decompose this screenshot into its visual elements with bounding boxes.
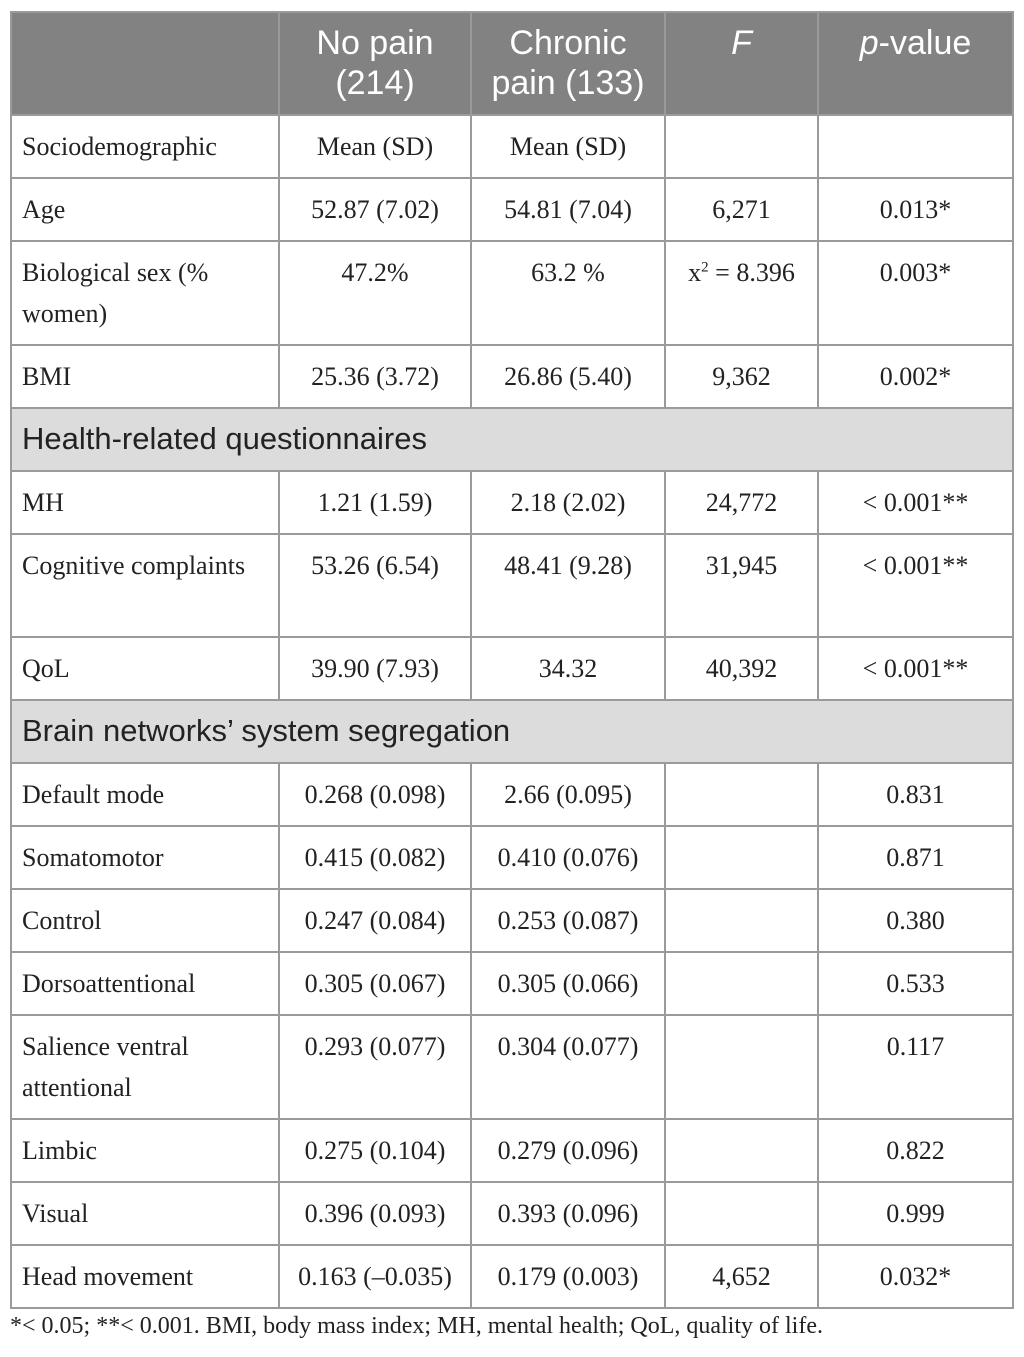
row-label: MH <box>11 471 279 534</box>
section-row <box>11 700 1013 763</box>
results-table <box>10 11 1014 1309</box>
row-label: Age <box>11 178 279 241</box>
table-row <box>11 345 1013 408</box>
table-row <box>11 637 1013 700</box>
row-label: Dorsoattentional <box>11 952 279 1015</box>
row-label: Default mode <box>11 763 279 826</box>
row-label: Somatomotor <box>11 826 279 889</box>
table-row <box>11 1119 1013 1182</box>
section-heading: Brain networks’ system segregation <box>11 700 1013 763</box>
p-value: < 0.001** <box>818 637 1013 700</box>
chronic-pain-value: Mean (SD) <box>471 115 665 178</box>
header-chronic-pain: Chronic pain (133) <box>471 12 665 115</box>
chronic-pain-value: 54.81 (7.04) <box>471 178 665 241</box>
section-row <box>11 408 1013 471</box>
table-row <box>11 1182 1013 1245</box>
table-row <box>11 889 1013 952</box>
row-label: QoL <box>11 637 279 700</box>
row-label: Control <box>11 889 279 952</box>
row-label: Head movement <box>11 1245 279 1308</box>
chi-square-value: $x^2 = 8.396$ <box>665 241 818 345</box>
f-value <box>665 889 818 952</box>
table-footnote: *< 0.05; **< 0.001. BMI, body mass index; MH, mental health; QoL, quality of life. <box>10 1313 823 1339</box>
no-pain-value: 0.305 (0.067) <box>279 952 471 1015</box>
no-pain-value: 0.247 (0.084) <box>279 889 471 952</box>
no-pain-value: 39.90 (7.93) <box>279 637 471 700</box>
f-value <box>665 1182 818 1245</box>
p-value: 0.013* <box>818 178 1013 241</box>
f-value <box>665 1015 818 1119</box>
no-pain-value: 0.293 (0.077) <box>279 1015 471 1119</box>
p-value: < 0.001** <box>818 534 1013 637</box>
f-value <box>665 826 818 889</box>
p-value <box>818 115 1013 178</box>
row-label: Salience ventral attentional <box>11 1015 279 1119</box>
row-label: Limbic <box>11 1119 279 1182</box>
chronic-pain-value: 34.32 <box>471 637 665 700</box>
no-pain-value: 52.87 (7.02) <box>279 178 471 241</box>
table-row <box>11 763 1013 826</box>
row-label: Biological sex (% women) <box>11 241 279 345</box>
p-value: 0.032* <box>818 1245 1013 1308</box>
no-pain-value: Mean (SD) <box>279 115 471 178</box>
header-row <box>11 12 1013 115</box>
f-value: 31,945 <box>665 534 818 637</box>
p-value: 0.871 <box>818 826 1013 889</box>
table-row <box>11 115 1013 178</box>
table-row <box>11 1015 1013 1119</box>
table-row <box>11 952 1013 1015</box>
no-pain-value: 0.268 (0.098) <box>279 763 471 826</box>
f-value: 6,271 <box>665 178 818 241</box>
header-no-pain: No pain (214) <box>279 12 471 115</box>
chronic-pain-value: 0.393 (0.096) <box>471 1182 665 1245</box>
no-pain-value: 0.396 (0.093) <box>279 1182 471 1245</box>
chronic-pain-value: 26.86 (5.40) <box>471 345 665 408</box>
row-label: BMI <box>11 345 279 408</box>
chronic-pain-value: 2.66 (0.095) <box>471 763 665 826</box>
table-row <box>11 471 1013 534</box>
f-value <box>665 115 818 178</box>
chronic-pain-value: 2.18 (2.02) <box>471 471 665 534</box>
header-cell-empty <box>11 12 279 115</box>
chronic-pain-value: 0.253 (0.087) <box>471 889 665 952</box>
p-value: 0.533 <box>818 952 1013 1015</box>
chronic-pain-value: 0.410 (0.076) <box>471 826 665 889</box>
chronic-pain-value: 0.304 (0.077) <box>471 1015 665 1119</box>
f-value: 9,362 <box>665 345 818 408</box>
chronic-pain-value: 48.41 (9.28) <box>471 534 665 637</box>
table-row <box>11 1245 1013 1308</box>
no-pain-value: 0.415 (0.082) <box>279 826 471 889</box>
header-f: F <box>665 12 818 115</box>
chronic-pain-value: 0.305 (0.066) <box>471 952 665 1015</box>
table-row <box>11 534 1013 637</box>
table-row <box>11 241 1013 345</box>
header-p-value: p-value <box>818 12 1013 115</box>
p-value: 0.002* <box>818 345 1013 408</box>
table-row <box>11 178 1013 241</box>
p-value: 0.831 <box>818 763 1013 826</box>
row-label: Sociodemographic <box>11 115 279 178</box>
f-value: 4,652 <box>665 1245 818 1308</box>
no-pain-value: 47.2% <box>279 241 471 345</box>
f-value <box>665 763 818 826</box>
table-row <box>11 826 1013 889</box>
p-value: 0.003* <box>818 241 1013 345</box>
no-pain-value: 0.163 (–0.035) <box>279 1245 471 1308</box>
no-pain-value: 53.26 (6.54) <box>279 534 471 637</box>
p-value: 0.822 <box>818 1119 1013 1182</box>
p-value: 0.380 <box>818 889 1013 952</box>
f-value: 24,772 <box>665 471 818 534</box>
f-value <box>665 1119 818 1182</box>
no-pain-value: 1.21 (1.59) <box>279 471 471 534</box>
no-pain-value: 0.275 (0.104) <box>279 1119 471 1182</box>
chronic-pain-value: 63.2 % <box>471 241 665 345</box>
row-label: Visual <box>11 1182 279 1245</box>
f-value <box>665 952 818 1015</box>
f-value: 40,392 <box>665 637 818 700</box>
chronic-pain-value: 0.279 (0.096) <box>471 1119 665 1182</box>
p-value: 0.999 <box>818 1182 1013 1245</box>
no-pain-value: 25.36 (3.72) <box>279 345 471 408</box>
section-heading: Health-related questionnaires <box>11 408 1013 471</box>
row-label: Cognitive complaints <box>11 534 279 637</box>
chronic-pain-value: 0.179 (0.003) <box>471 1245 665 1308</box>
p-value: < 0.001** <box>818 471 1013 534</box>
p-value: 0.117 <box>818 1015 1013 1119</box>
